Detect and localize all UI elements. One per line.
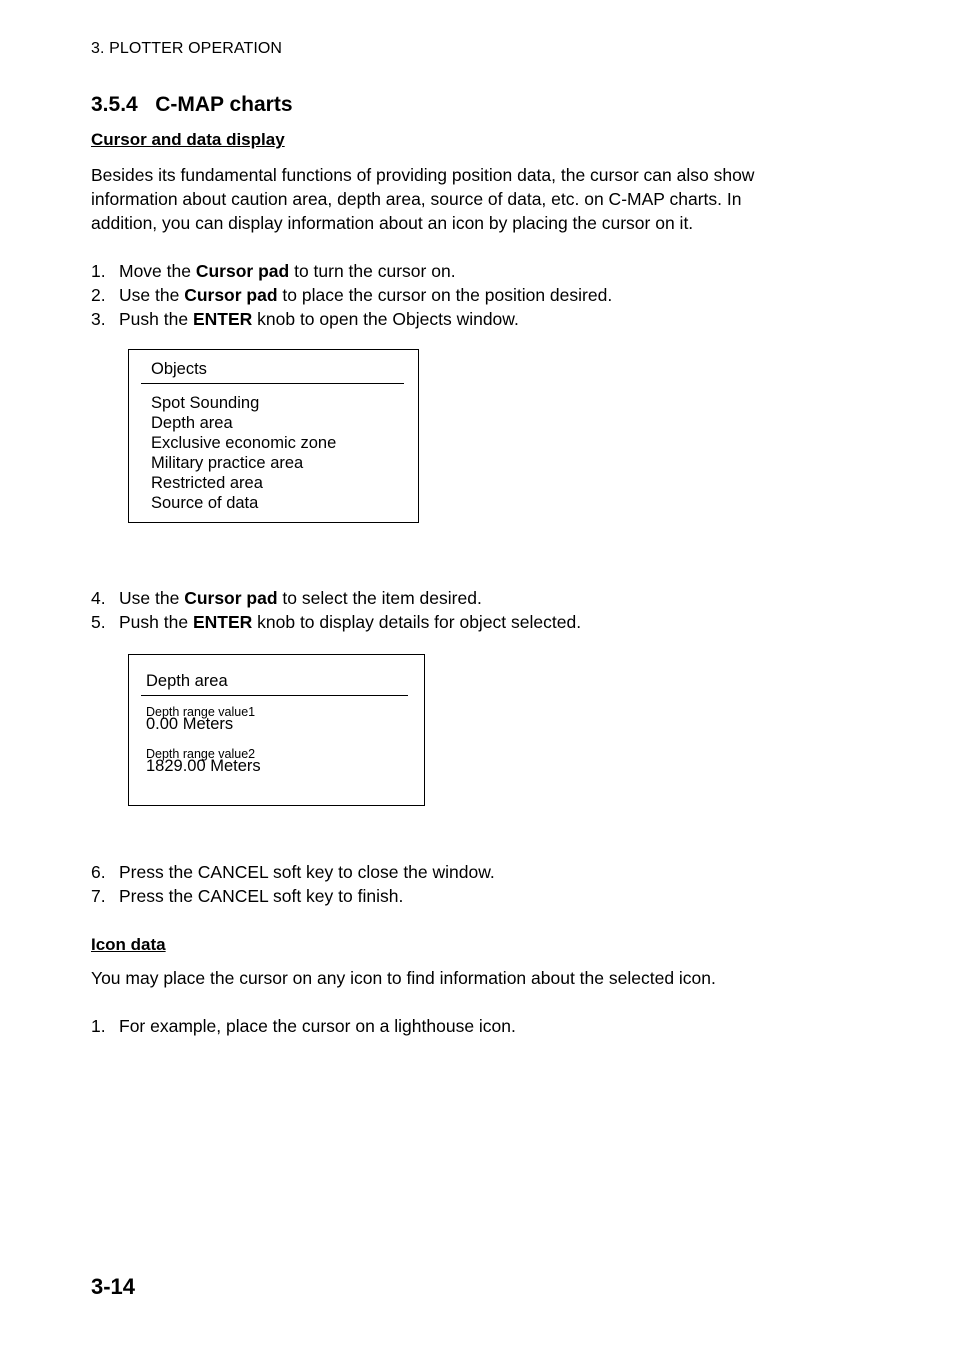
step-number: 1. [91,1016,106,1036]
step-number: 5. [91,612,106,632]
step-bold-term: Cursor pad [195,261,290,281]
depth-range-value-2: 1829.00 Meters [146,757,261,775]
objects-window-divider [141,383,404,384]
step-number: 4. [91,588,106,608]
step-number: 1. [91,261,106,281]
depth-window-title: Depth area [146,672,228,690]
intro-line: Besides its fundamental functions of providing position data, the cursor can also show [91,165,755,185]
subheading-cursor-data-display: Cursor and data display [91,130,285,149]
step-text: Use the [119,285,185,305]
step-item [91,586,482,610]
step-number: 2. [91,285,106,305]
section-title: 3.5.4 C-MAP charts [91,93,293,116]
intro-line: information about caution area, depth area, source of data, etc. on C-MAP charts. In [91,189,742,209]
depth-range-value-1: 0.00 Meters [146,715,234,733]
step-text: to select the item desired. [277,588,482,608]
step-bold-term: ENTER [192,612,253,632]
objects-list-item: Exclusive economic zone [151,434,337,452]
step-text: knob to display details for object selected. [252,612,582,632]
step-item [91,884,403,908]
objects-window [128,349,419,523]
step-number: 6. [91,862,106,882]
step-text: to turn the cursor on. [289,261,456,281]
step-text: Use the [119,588,185,608]
intro-paragraph [91,163,811,235]
objects-window-title: Objects [151,360,207,378]
objects-list-item: Depth area [151,414,233,432]
icon-intro-paragraph: You may place the cursor on any icon to find information about the selected icon. [91,968,716,988]
step-item [91,610,581,634]
step-text: knob to open the Objects window. [252,309,519,329]
step-text: For example, place the cursor on a lighthouse icon. [119,1016,516,1036]
page-number: 3-14 [91,1274,136,1299]
depth-area-window [128,654,425,806]
step-item [91,283,612,307]
depth-range-label-2: Depth range value2 [146,747,256,761]
intro-line: addition, you can display information about an icon by placing the cursor on it. [91,213,694,233]
step-text: Push the [119,612,193,632]
step-bold-term: ENTER [192,309,253,329]
step-text: Push the [119,309,193,329]
depth-range-label-1: Depth range value1 [146,705,256,719]
objects-list [151,393,336,513]
objects-list-item: Military practice area [151,454,304,472]
step-text: to place the cursor on the position desired. [277,285,613,305]
subheading-icon-data: Icon data [91,935,166,954]
objects-list-item: Source of data [151,494,259,512]
step-text: Move the [119,261,196,281]
objects-list-item: Spot Sounding [151,394,260,412]
step-number: 7. [91,886,106,906]
step-text: Press the CANCEL soft key to finish. [119,886,404,906]
step-bold-term: Cursor pad [184,588,278,608]
objects-list-item: Restricted area [151,474,263,492]
step-item [91,307,519,331]
depth-window-divider [141,695,408,696]
step-item [91,1014,516,1038]
step-item [91,259,456,283]
step-bold-term: Cursor pad [184,285,278,305]
step-number: 3. [91,309,106,329]
step-text: Press the CANCEL soft key to close the window. [119,862,495,882]
step-item [91,860,495,884]
running-head: 3. PLOTTER OPERATION [91,40,283,57]
